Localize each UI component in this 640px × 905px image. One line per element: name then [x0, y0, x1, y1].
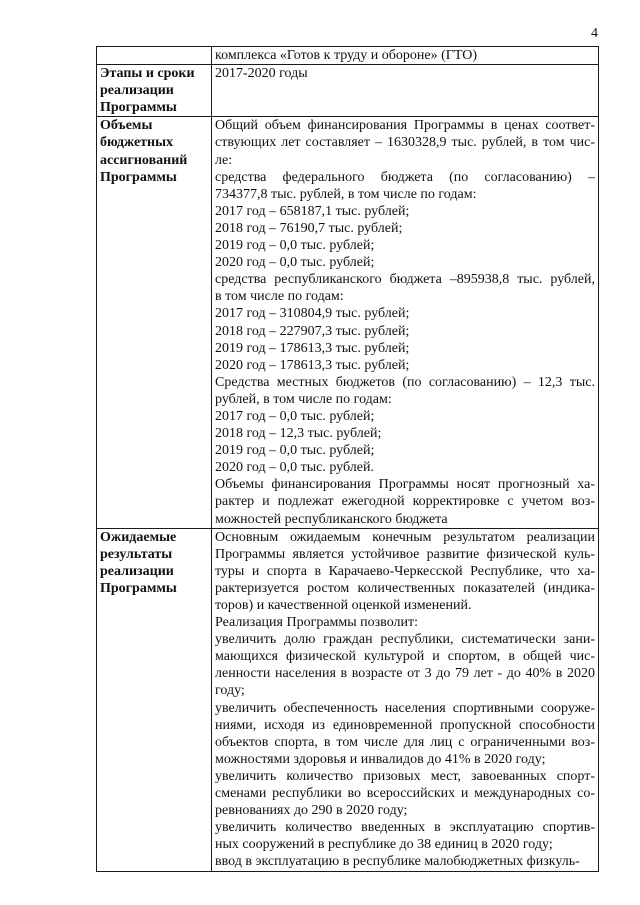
- text-line: 2017 год – 658187,1 тыс. рублей;: [215, 203, 410, 219]
- text-line: Общий объем финансирования Программы в ценах соответ-: [215, 118, 595, 134]
- text-line: рактеризуется ростом количественных показателей (индика-: [215, 580, 595, 596]
- text-line: 2019 год – 178613,3 тыс. рублей;: [215, 340, 410, 356]
- text-line: ввод в эксплуатацию в республике малобюджетных физкуль-: [215, 854, 580, 870]
- text-line: 2018 год – 76190,7 тыс. рублей;: [215, 220, 403, 236]
- text-line: 2018 год – 227907,3 тыс. рублей;: [215, 323, 410, 339]
- text-line: 2019 год – 0,0 тыс. рублей;: [215, 238, 375, 254]
- text-line: сменами республики во всероссийских и международных со-: [215, 786, 595, 802]
- text-line: увеличить долю граждан республики, систематически зани-: [215, 632, 595, 648]
- text-line: увеличить обеспеченность населения спортивными сооруже-: [215, 700, 595, 716]
- text-line: увеличить количество призовых мест, завоеванных спорт-: [215, 768, 595, 784]
- text-line: рублей, в том числе по годам:: [215, 391, 392, 407]
- text-line: мающихся физической культурой и спортом, в общей чис-: [215, 649, 595, 665]
- row-content-cell: [212, 65, 599, 117]
- row-budget-allocations: [97, 117, 599, 528]
- row-header-cell: [97, 47, 212, 65]
- text-line: 2020 год – 0,0 тыс. рублей.: [215, 460, 374, 476]
- text-line: 2017 год – 310804,9 тыс. рублей;: [215, 306, 410, 322]
- text-line: увеличить количество введенных в эксплуатацию спортив-: [215, 820, 595, 836]
- text-line: году;: [215, 683, 245, 699]
- row-header-cell: Ожидаемые результаты реализации Программы: [97, 528, 212, 871]
- text-line: 734377,8 тыс. рублей, в том числе по годам:: [215, 186, 477, 202]
- text-line: можностями здоровья и инвалидов до 41% в 2020 году;: [215, 751, 546, 767]
- row-gto-continuation: [97, 47, 599, 65]
- text-line: 2018 год – 12,3 тыс. рублей;: [215, 426, 382, 442]
- text-line: средства республиканского бюджета –895938,8 тыс. рублей,: [215, 272, 595, 288]
- text-line: средства федерального бюджета (по согласованию) –: [215, 169, 595, 185]
- row-content-cell: [212, 47, 599, 65]
- text-line: 2017 год – 0,0 тыс. рублей;: [215, 408, 375, 424]
- text-line: 2019 год – 0,0 тыс. рублей;: [215, 443, 375, 459]
- text-line: ленности населения в возрасте от 3 до 79 лет - до 40% в 2020: [215, 666, 595, 682]
- text-line: Объемы финансирования Программы носят прогнозный ха-: [215, 477, 595, 493]
- text-line: комплекса «Готов к труду и обороне» (ГТО): [215, 48, 478, 63]
- row-stages-terms: [97, 65, 599, 117]
- text-line: 2020 год – 178613,3 тыс. рублей;: [215, 357, 410, 373]
- text-line: ниями, исходя из единовременной пропускной способности: [215, 717, 595, 733]
- text-line: Основным ожидаемым конечным результатом реализации: [215, 529, 595, 545]
- text-line: Программы является устойчивое развитие физической куль-: [215, 546, 595, 562]
- text-line: ных сооружений в республике до 38 единиц в 2020 году;: [215, 837, 553, 853]
- text-line: туры и спорта в Карачаево-Черкесской Республике, что ха-: [215, 563, 595, 579]
- text-line: Средства местных бюджетов (по согласованию) – 12,3 тыс.: [215, 374, 595, 390]
- page-number: 4: [591, 26, 598, 41]
- passport-table: [96, 46, 599, 872]
- row-content-cell: [212, 528, 599, 871]
- text-line: рактер и подлежат ежегодной корректировке с учетом воз-: [215, 494, 595, 510]
- text-line: 2017-2020 годы: [215, 66, 308, 82]
- row-header-cell: Объемы бюджетных ассигнований Программы: [97, 117, 212, 528]
- text-line: 2020 год – 0,0 тыс. рублей;: [215, 255, 375, 271]
- text-line: ле:: [215, 152, 233, 168]
- text-line: в том числе по годам:: [215, 289, 344, 305]
- row-content-cell: [212, 117, 599, 528]
- text-line: ревнованиях до 290 в 2020 году;: [215, 803, 408, 819]
- row-header-cell: Этапы и сроки реализации Программы: [97, 65, 212, 117]
- text-line: ствующих лет составляет – 1630328,9 тыс. рублей, в том чис-: [215, 135, 595, 151]
- text-line: объектов спорта, в том числе для лиц с ограниченными воз-: [215, 734, 595, 750]
- row-expected-results: [97, 528, 599, 871]
- text-line: Реализация Программы позволит:: [215, 615, 418, 631]
- text-line: можностей республиканского бюджета: [215, 511, 448, 527]
- text-line: торов) и качественной оценкой изменений.: [215, 598, 472, 613]
